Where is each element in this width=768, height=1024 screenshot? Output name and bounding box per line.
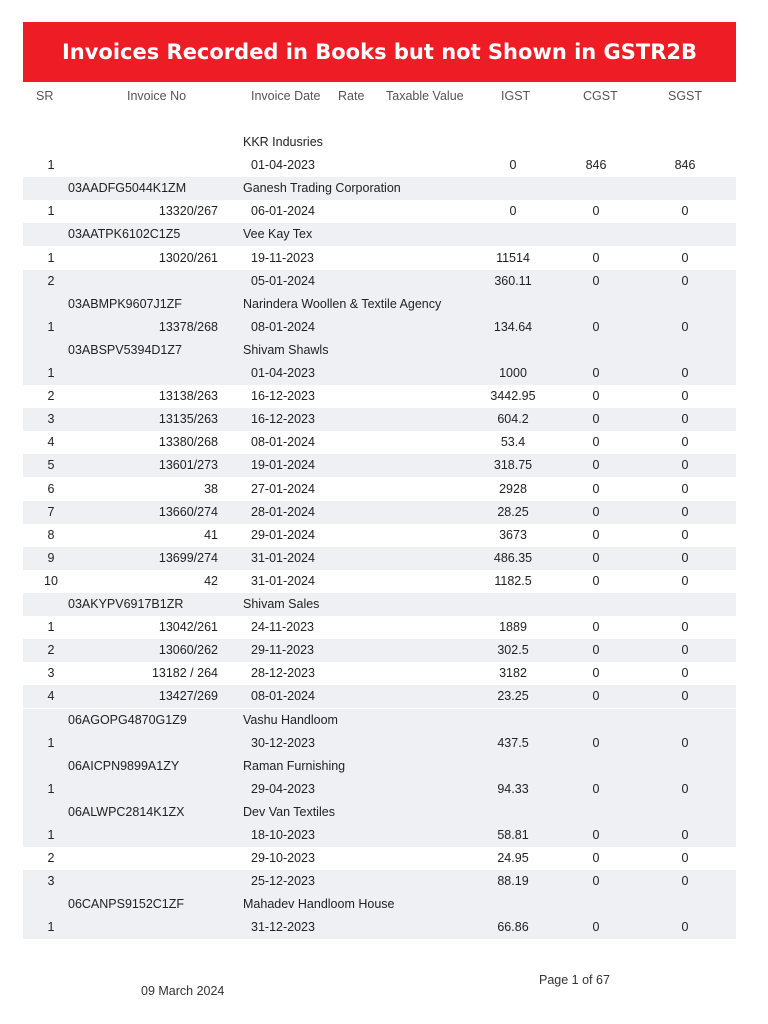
row-invoice-no: 13427/269 xyxy=(158,689,218,704)
invoice-row xyxy=(23,662,736,685)
row-invoice-no: 13378/268 xyxy=(158,319,218,334)
row-cgst: 0 xyxy=(592,481,600,496)
row-sr: 3 xyxy=(47,666,55,681)
row-invoice-no xyxy=(83,916,218,939)
row-sgst: 0 xyxy=(681,874,689,889)
row-sr: 8 xyxy=(47,527,55,542)
row-invoice-date: 18-10-2023 xyxy=(251,828,315,842)
row-sgst: 0 xyxy=(681,851,689,866)
party-row xyxy=(23,801,736,824)
row-cgst: 0 xyxy=(592,504,600,519)
party-name: Vee Kay Tex xyxy=(243,227,313,242)
row-invoice-date: 31-12-2023 xyxy=(251,920,315,935)
row-invoice-date: 16-12-2023 xyxy=(251,412,315,427)
party-row xyxy=(23,339,736,362)
row-invoice-no: 13042/261 xyxy=(158,620,218,635)
row-igst: 88.19 xyxy=(497,874,529,889)
row-igst: 486.35 xyxy=(493,550,533,565)
row-invoice-date: 19-01-2024 xyxy=(251,458,315,473)
party-row xyxy=(23,223,736,246)
row-sgst: 0 xyxy=(681,920,689,935)
report-title: Invoices Recorded in Books but not Shown in GSTR2B xyxy=(23,22,736,82)
row-igst: 302.5 xyxy=(497,643,529,658)
invoice-row xyxy=(23,154,736,177)
party-row xyxy=(23,293,736,316)
row-sr: 4 xyxy=(47,689,55,704)
row-sgst: 0 xyxy=(681,527,689,542)
row-sr: 3 xyxy=(47,412,55,427)
row-cgst: 0 xyxy=(592,250,600,265)
row-sgst: 0 xyxy=(681,828,689,842)
row-invoice-date: 31-01-2024 xyxy=(251,573,315,588)
party-name: Vashu Handloom xyxy=(243,712,338,727)
invoice-row xyxy=(23,200,736,223)
col-invoice-no: Invoice No xyxy=(127,89,187,103)
row-igst: 23.25 xyxy=(497,689,529,704)
party-row xyxy=(23,709,736,732)
invoice-row xyxy=(23,847,736,870)
party-name: KKR Indusries xyxy=(243,135,323,149)
row-invoice-date: 25-12-2023 xyxy=(251,874,315,889)
row-cgst: 0 xyxy=(592,204,600,219)
row-invoice-date: 29-01-2024 xyxy=(251,527,315,542)
row-igst: 134.64 xyxy=(493,319,533,334)
row-igst: 3182 xyxy=(499,666,527,681)
row-invoice-no xyxy=(83,824,218,847)
row-cgst: 0 xyxy=(592,527,600,542)
row-cgst: 0 xyxy=(592,828,600,842)
row-invoice-no: 13699/274 xyxy=(158,550,218,565)
row-sr: 2 xyxy=(47,273,55,288)
row-sgst: 0 xyxy=(681,435,689,450)
row-cgst: 0 xyxy=(592,920,600,935)
row-sgst: 0 xyxy=(681,504,689,519)
row-sgst: 0 xyxy=(681,366,689,380)
row-invoice-date: 19-11-2023 xyxy=(251,250,315,265)
row-invoice-date: 08-01-2024 xyxy=(251,435,315,450)
row-igst: 1000 xyxy=(499,366,527,380)
row-igst: 1182.5 xyxy=(494,573,532,588)
row-invoice-no: 13182 / 264 xyxy=(151,666,218,681)
row-invoice-date: 08-01-2024 xyxy=(251,689,315,704)
invoice-row xyxy=(23,916,736,939)
party-name: Shivam Sales xyxy=(243,597,320,611)
invoice-row xyxy=(23,478,736,501)
invoice-row xyxy=(23,316,736,339)
row-igst: 0 xyxy=(509,204,517,219)
invoice-row xyxy=(23,362,736,385)
party-row xyxy=(23,177,736,200)
invoice-row xyxy=(23,732,736,755)
invoice-row xyxy=(23,616,736,639)
row-invoice-no: 13020/261 xyxy=(158,250,218,265)
row-cgst: 0 xyxy=(592,389,600,404)
row-igst: 437.5 xyxy=(497,735,529,750)
row-sgst: 0 xyxy=(681,781,689,796)
row-sr: 1 xyxy=(47,319,55,334)
row-sr: 1 xyxy=(47,204,55,219)
row-invoice-no xyxy=(83,732,218,755)
invoice-row xyxy=(23,524,736,547)
row-invoice-no: 42 xyxy=(204,573,218,588)
row-cgst: 0 xyxy=(592,851,600,866)
row-cgst: 0 xyxy=(592,550,600,565)
party-name: Ganesh Trading Corporation xyxy=(243,181,401,196)
row-sgst: 0 xyxy=(681,273,689,288)
invoice-row xyxy=(23,408,736,431)
party-name: Mahadev Handloom House xyxy=(243,897,395,912)
row-igst: 24.95 xyxy=(497,851,529,866)
row-sr: 1 xyxy=(47,250,55,265)
row-cgst: 0 xyxy=(592,781,600,796)
row-invoice-no xyxy=(83,270,218,293)
row-sr: 1 xyxy=(47,828,55,842)
row-sr: 1 xyxy=(47,620,55,635)
row-sgst: 0 xyxy=(681,319,689,334)
row-cgst: 846 xyxy=(585,158,607,173)
invoice-row xyxy=(23,547,736,570)
row-cgst: 0 xyxy=(592,735,600,750)
row-sr: 2 xyxy=(47,851,55,866)
row-invoice-date: 29-10-2023 xyxy=(251,851,315,866)
row-invoice-date: 31-01-2024 xyxy=(251,550,315,565)
party-name: Dev Van Textiles xyxy=(243,804,335,819)
row-invoice-no: 13660/274 xyxy=(158,504,218,519)
invoice-row xyxy=(23,385,736,408)
row-invoice-no xyxy=(83,847,218,870)
row-cgst: 0 xyxy=(592,366,600,380)
row-igst: 0 xyxy=(509,158,517,173)
footer-page-number: Page 1 of 67 xyxy=(539,973,610,987)
col-igst: IGST xyxy=(501,89,531,103)
row-invoice-date: 27-01-2024 xyxy=(251,481,315,496)
row-sr: 2 xyxy=(47,389,55,404)
row-cgst: 0 xyxy=(592,666,600,681)
invoice-row xyxy=(23,270,736,293)
row-invoice-no: 13601/273 xyxy=(158,458,218,473)
row-sgst: 846 xyxy=(674,158,696,173)
row-sgst: 0 xyxy=(681,689,689,704)
row-invoice-no: 13138/263 xyxy=(158,389,218,404)
invoice-row xyxy=(23,778,736,801)
row-cgst: 0 xyxy=(592,643,600,658)
row-cgst: 0 xyxy=(592,620,600,635)
row-invoice-no: 13320/267 xyxy=(158,204,218,219)
row-cgst: 0 xyxy=(592,435,600,450)
row-sr: 1 xyxy=(47,781,55,796)
row-sr: 6 xyxy=(47,481,55,496)
row-invoice-no: 13135/263 xyxy=(158,412,218,427)
party-gstin: 06CANPS9152C1ZF xyxy=(68,897,185,912)
party-row xyxy=(23,131,736,154)
row-invoice-date: 05-01-2024 xyxy=(251,273,315,288)
row-invoice-no xyxy=(83,870,218,893)
row-igst: 2928 xyxy=(499,481,527,496)
row-igst: 11514 xyxy=(496,250,530,265)
row-igst: 58.81 xyxy=(497,828,529,842)
party-name: Shivam Shawls xyxy=(243,342,329,357)
row-sgst: 0 xyxy=(681,735,689,750)
row-cgst: 0 xyxy=(592,689,600,704)
party-row xyxy=(23,593,736,616)
row-igst: 360.11 xyxy=(494,273,532,288)
row-invoice-date: 29-04-2023 xyxy=(251,781,315,796)
row-igst: 53.4 xyxy=(500,435,526,450)
row-invoice-no xyxy=(83,154,218,177)
row-igst: 1889 xyxy=(499,620,527,635)
row-invoice-no: 38 xyxy=(204,481,218,496)
row-invoice-date: 06-01-2024 xyxy=(251,204,315,219)
row-sr: 3 xyxy=(47,874,55,889)
row-invoice-no: 41 xyxy=(204,527,218,542)
row-sr: 1 xyxy=(47,920,55,935)
row-invoice-date: 28-01-2024 xyxy=(251,504,315,519)
col-invoice-date: Invoice Date xyxy=(251,89,321,103)
row-cgst: 0 xyxy=(592,573,600,588)
party-gstin: 03AATPK6102C1Z5 xyxy=(68,227,181,242)
row-invoice-date: 28-12-2023 xyxy=(251,666,315,681)
row-sr: 1 xyxy=(47,735,55,750)
row-invoice-date: 24-11-2023 xyxy=(251,620,315,635)
row-igst: 3442.95 xyxy=(490,389,536,404)
row-sgst: 0 xyxy=(681,481,689,496)
col-sr: SR xyxy=(36,89,54,103)
party-gstin: 03AKYPV6917B1ZR xyxy=(68,597,184,611)
col-taxable-value: Taxable Value xyxy=(386,89,464,103)
invoice-row xyxy=(23,870,736,893)
row-invoice-date: 01-04-2023 xyxy=(251,158,315,173)
row-invoice-date: 29-11-2023 xyxy=(251,643,315,658)
invoice-row xyxy=(23,570,736,593)
row-sr: 4 xyxy=(47,435,55,450)
party-gstin: 03ABMPK9607J1ZF xyxy=(68,296,182,311)
row-igst: 318.75 xyxy=(493,458,533,473)
invoice-row xyxy=(23,639,736,662)
row-sr: 1 xyxy=(47,366,55,380)
party-gstin: 06AICPN9899A1ZY xyxy=(68,758,180,773)
invoice-row xyxy=(23,501,736,524)
row-sgst: 0 xyxy=(681,250,689,265)
row-invoice-no xyxy=(83,362,218,385)
footer-date: 09 March 2024 xyxy=(141,984,225,998)
row-sgst: 0 xyxy=(681,550,689,565)
invoice-row xyxy=(23,824,736,847)
party-gstin: 03ABSPV5394D1Z7 xyxy=(68,342,182,357)
row-invoice-date: 08-01-2024 xyxy=(251,319,315,334)
party-name: Raman Furnishing xyxy=(243,758,346,773)
col-cgst: CGST xyxy=(583,89,618,103)
row-sgst: 0 xyxy=(681,389,689,404)
invoice-row xyxy=(23,247,736,270)
party-gstin: 06AGOPG4870G1Z9 xyxy=(68,712,187,727)
row-sr: 1 xyxy=(47,158,55,173)
row-invoice-no xyxy=(83,778,218,801)
row-cgst: 0 xyxy=(592,458,600,473)
row-sr: 2 xyxy=(47,643,55,658)
row-cgst: 0 xyxy=(592,874,600,889)
row-igst: 3673 xyxy=(499,527,527,542)
row-sgst: 0 xyxy=(681,643,689,658)
row-invoice-date: 16-12-2023 xyxy=(251,389,315,404)
row-cgst: 0 xyxy=(592,412,600,427)
row-sr: 7 xyxy=(47,504,55,519)
row-sgst: 0 xyxy=(681,573,689,588)
row-invoice-date: 01-04-2023 xyxy=(251,366,315,380)
row-invoice-no: 13380/268 xyxy=(158,435,218,450)
row-invoice-no: 13060/262 xyxy=(158,643,218,658)
row-sr: 5 xyxy=(47,458,55,473)
party-row xyxy=(23,755,736,778)
party-name: Narindera Woollen & Textile Agency xyxy=(243,296,442,311)
row-cgst: 0 xyxy=(592,319,600,334)
row-sgst: 0 xyxy=(681,204,689,219)
row-invoice-date: 30-12-2023 xyxy=(251,735,315,750)
row-sgst: 0 xyxy=(681,412,689,427)
col-rate: Rate xyxy=(338,89,365,103)
row-sgst: 0 xyxy=(681,666,689,681)
row-sgst: 0 xyxy=(681,458,689,473)
invoice-row xyxy=(23,685,736,708)
col-sgst: SGST xyxy=(668,89,703,103)
row-cgst: 0 xyxy=(592,273,600,288)
party-gstin xyxy=(68,131,228,154)
party-row xyxy=(23,893,736,916)
invoice-row xyxy=(23,454,736,477)
row-igst: 604.2 xyxy=(497,412,529,427)
party-gstin: 06ALWPC2814K1ZX xyxy=(68,804,185,819)
invoice-row xyxy=(23,431,736,454)
party-gstin: 03AADFG5044K1ZM xyxy=(68,181,187,196)
row-sr: 9 xyxy=(47,550,55,565)
row-igst: 28.25 xyxy=(497,504,529,519)
row-igst: 94.33 xyxy=(497,781,529,796)
row-sr: 10 xyxy=(44,573,58,588)
row-sgst: 0 xyxy=(681,620,689,635)
row-igst: 66.86 xyxy=(497,920,529,935)
